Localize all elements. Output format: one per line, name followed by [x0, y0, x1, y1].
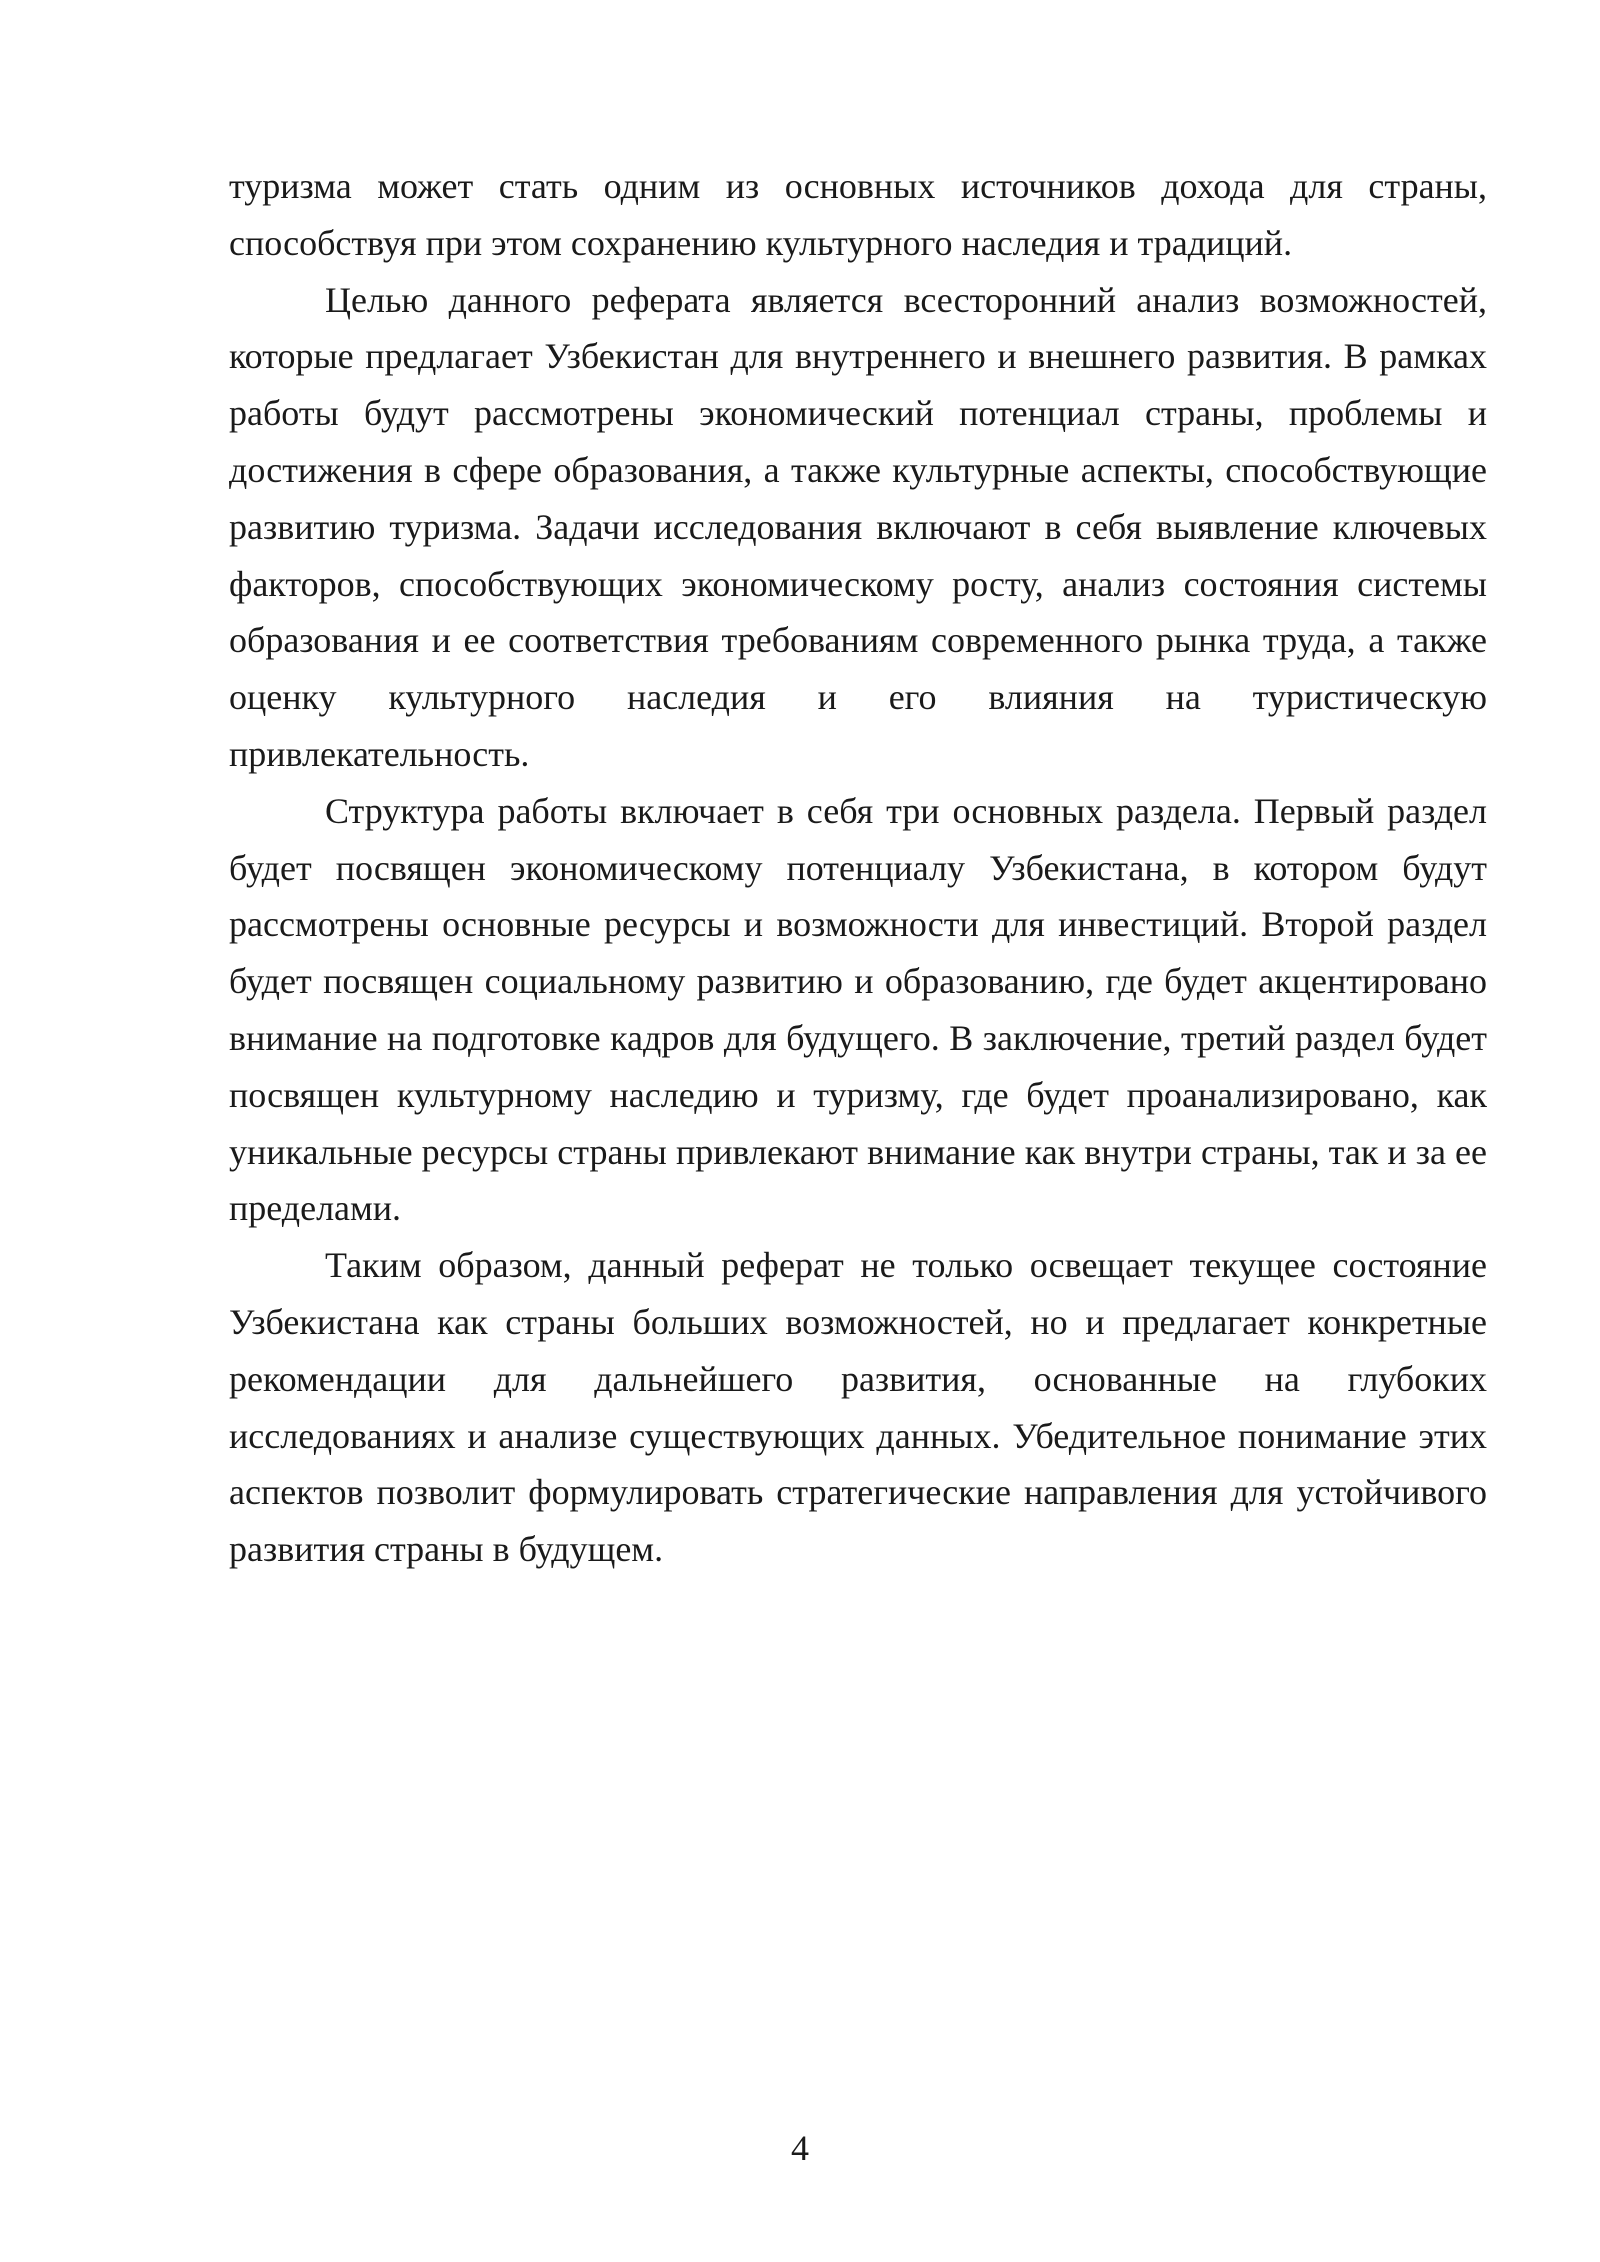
page-number: 4	[791, 2128, 809, 2168]
paragraph-purpose: Целью данного реферата является всесторонний анализ возможностей, которые предлагает Узбекистан для внутреннего и внешнего развития. В рамках работы будут рассмотрены экономический потенциал страны, проблемы и достижения в сфере образования, а также культурные аспекты, способствующие развитию туризма. Задачи исследования включают в себя выявление ключевых факторов, способствующих экономическому росту, анализ состояния системы образования и ее соответствия требованиям современного рынка труда, а также оценку культурного наследия и его влияния на туристическую привлекательность.	[229, 279, 1487, 774]
paragraph-conclusion: Таким образом, данный реферат не только освещает текущее состояние Узбекистана как страны больших возможностей, но и предлагает конкретные рекомендации для дальнейшего развития, основанные на глубоких исследованиях и анализе существующих данных. Убедительное понимание этих аспектов позволит формулировать стратегические направления для устойчивого развития страны в будущем.	[229, 1245, 1487, 1570]
paragraph-continuation: туризма может стать одним из основных источников дохода для страны, способствуя при этом сохранению культурного наследия и традиций.	[229, 166, 1487, 263]
paragraph-structure: Структура работы включает в себя три основных раздела. Первый раздел будет посвящен экономическому потенциалу Узбекистана, в котором будут рассмотрены основные ресурсы и возможности для инвестиций. Второй раздел будет посвящен социальному развитию и образованию, где будет акцентировано внимание на подготовке кадров для будущего. В заключение, третий раздел будет посвящен культурному наследию и туризму, где будет проанализировано, как уникальные ресурсы страны привлекают внимание как внутри страны, так и за ее пределами.	[229, 790, 1487, 1229]
document-body	[229, 158, 1487, 1578]
